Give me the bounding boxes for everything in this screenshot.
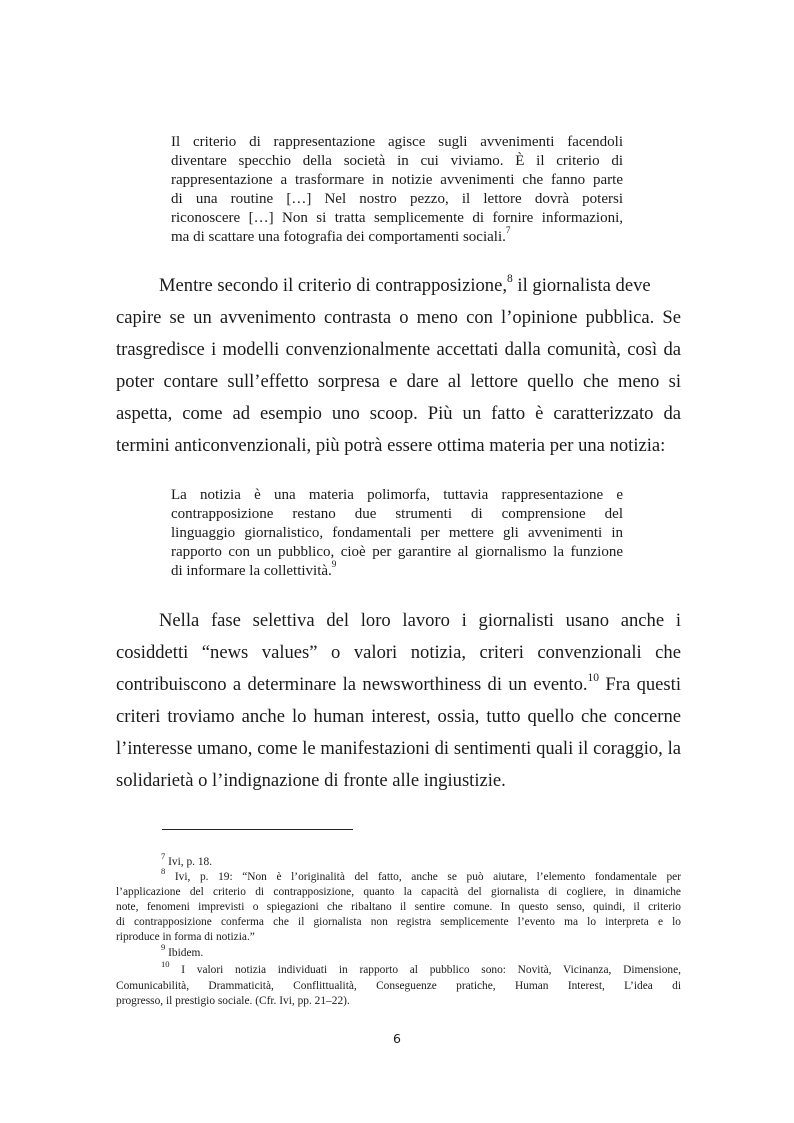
paragraph-text: contribuiscono a determinare la newsworthiness di un evento.: [116, 674, 588, 695]
quote-line-last: [171, 562, 623, 581]
quote-text: ma di scattare una fotografia dei comportamenti sociali.: [171, 229, 506, 245]
quote-line: riconoscere […] Non si tratta semplicemente di fornire informazioni,: [171, 210, 623, 226]
paragraph-text: il giornalista deve: [512, 275, 651, 296]
paragraph-line: [116, 669, 681, 701]
quote-line: rapporto con un pubblico, cioè per garantire al giornalismo la funzione: [171, 544, 623, 560]
footnote-line: riproduce in forma di notizia.”: [116, 931, 255, 943]
footnote-line: di contrapposizione conferma che il giornalista non registra semplicemente l’evento ma lo interpreta e lo: [116, 916, 681, 928]
footnote-ref-10: 10: [587, 671, 600, 684]
quote-line: diventare specchio della società in cui viviamo. È il criterio di: [171, 153, 623, 169]
paragraph-line: poter contare sull’effetto sorpresa e dare al lettore quello che meno si: [116, 371, 681, 392]
paragraph-line: capire se un avvenimento contrasta o meno con l’opinione pubblica. Se: [116, 307, 681, 328]
footnote-8: [116, 865, 681, 885]
footnote-line: l’applicazione del criterio di contrapposizione, quanto la capacità del giornalista di cogliere, in dinamiche: [116, 886, 681, 898]
paragraph-line: cosiddetti “news values” o valori notizia, criteri convenzionali che: [116, 642, 681, 663]
footnote-number: 10: [161, 958, 170, 969]
footnote-text: Ibidem.: [165, 947, 204, 959]
footnote-separator: [162, 829, 353, 830]
quote-line: di una routine […] Nel nostro pezzo, il lettore dovrà potersi: [171, 191, 623, 207]
footnote-number: 8: [161, 865, 166, 876]
footnote-text: I valori notizia individuati in rapporto al pubblico sono: Novità, Vicinanza, Dimensione,: [169, 964, 681, 976]
footnote-line: note, fenomeni imprevisti o spiegazioni che ribaltano il sentire comune. In questo senso, quindi, il criterio: [116, 901, 681, 913]
footnote-line: Comunicabilità, Drammaticità, Conflittualità, Conseguenze pratiche, Human Interest, L’idea di: [116, 980, 681, 992]
footnote-ref-7: 7: [505, 226, 511, 237]
quote-line: linguaggio giornalistico, fondamentali per mettere gli avvenimenti in: [171, 525, 623, 541]
quote-line: rappresentazione a trasformare in notizie avvenimenti che fanno parte: [171, 172, 623, 188]
quote-line-last: [171, 228, 623, 247]
footnote-7: [116, 850, 681, 870]
footnote-number: 7: [161, 850, 166, 861]
quote-line: Il criterio di rappresentazione agisce sugli avvenimenti facendoli: [171, 134, 623, 150]
quote-line: contrapposizione restano due strumenti di comprensione del: [171, 506, 623, 522]
paragraph-line: criteri troviamo anche lo human interest, ossia, tutto quello che concerne: [116, 706, 681, 727]
paragraph-line: solidarietà o l’indignazione di fronte alle ingiustizie.: [116, 770, 506, 791]
footnote-9: [116, 941, 681, 961]
footnote-number: 9: [161, 941, 166, 952]
page-number: 6: [393, 1031, 401, 1046]
paragraph-line: l’interesse umano, come le manifestazioni di sentimenti quali il coraggio, la: [116, 738, 681, 759]
paragraph-line: trasgredisce i modelli convenzionalmente accettati dalla comunità, così da: [116, 339, 681, 360]
paragraph-first-line: Nella fase selettiva del loro lavoro i giornalisti usano anche i: [159, 610, 681, 631]
paragraph-text: Mentre secondo il criterio di contrapposizione,: [159, 275, 508, 296]
paragraph-line: termini anticonvenzionali, più potrà essere ottima materia per una notizia:: [116, 435, 666, 456]
quote-text: di informare la collettività.: [171, 563, 332, 579]
footnote-text: Ivi, p. 18.: [165, 856, 213, 868]
footnote-line: progresso, il prestigio sociale. (Cfr. Ivi, pp. 21–22).: [116, 995, 350, 1007]
footnote-ref-9: 9: [331, 560, 337, 571]
footnote-10: [116, 958, 681, 978]
footnote-ref-8: 8: [507, 272, 513, 285]
paragraph-text: Fra questi: [599, 674, 681, 695]
footnote-text: Ivi, p. 19: “Non è l’originalità del fatto, anche se può aiutare, l’elemento fondamentale per: [165, 871, 681, 883]
quote-line: La notizia è una materia polimorfa, tuttavia rappresentazione e: [171, 487, 623, 503]
paragraph-first-line: [116, 270, 681, 302]
paragraph-line: aspetta, come ad esempio uno scoop. Più un fatto è caratterizzato da: [116, 403, 681, 424]
